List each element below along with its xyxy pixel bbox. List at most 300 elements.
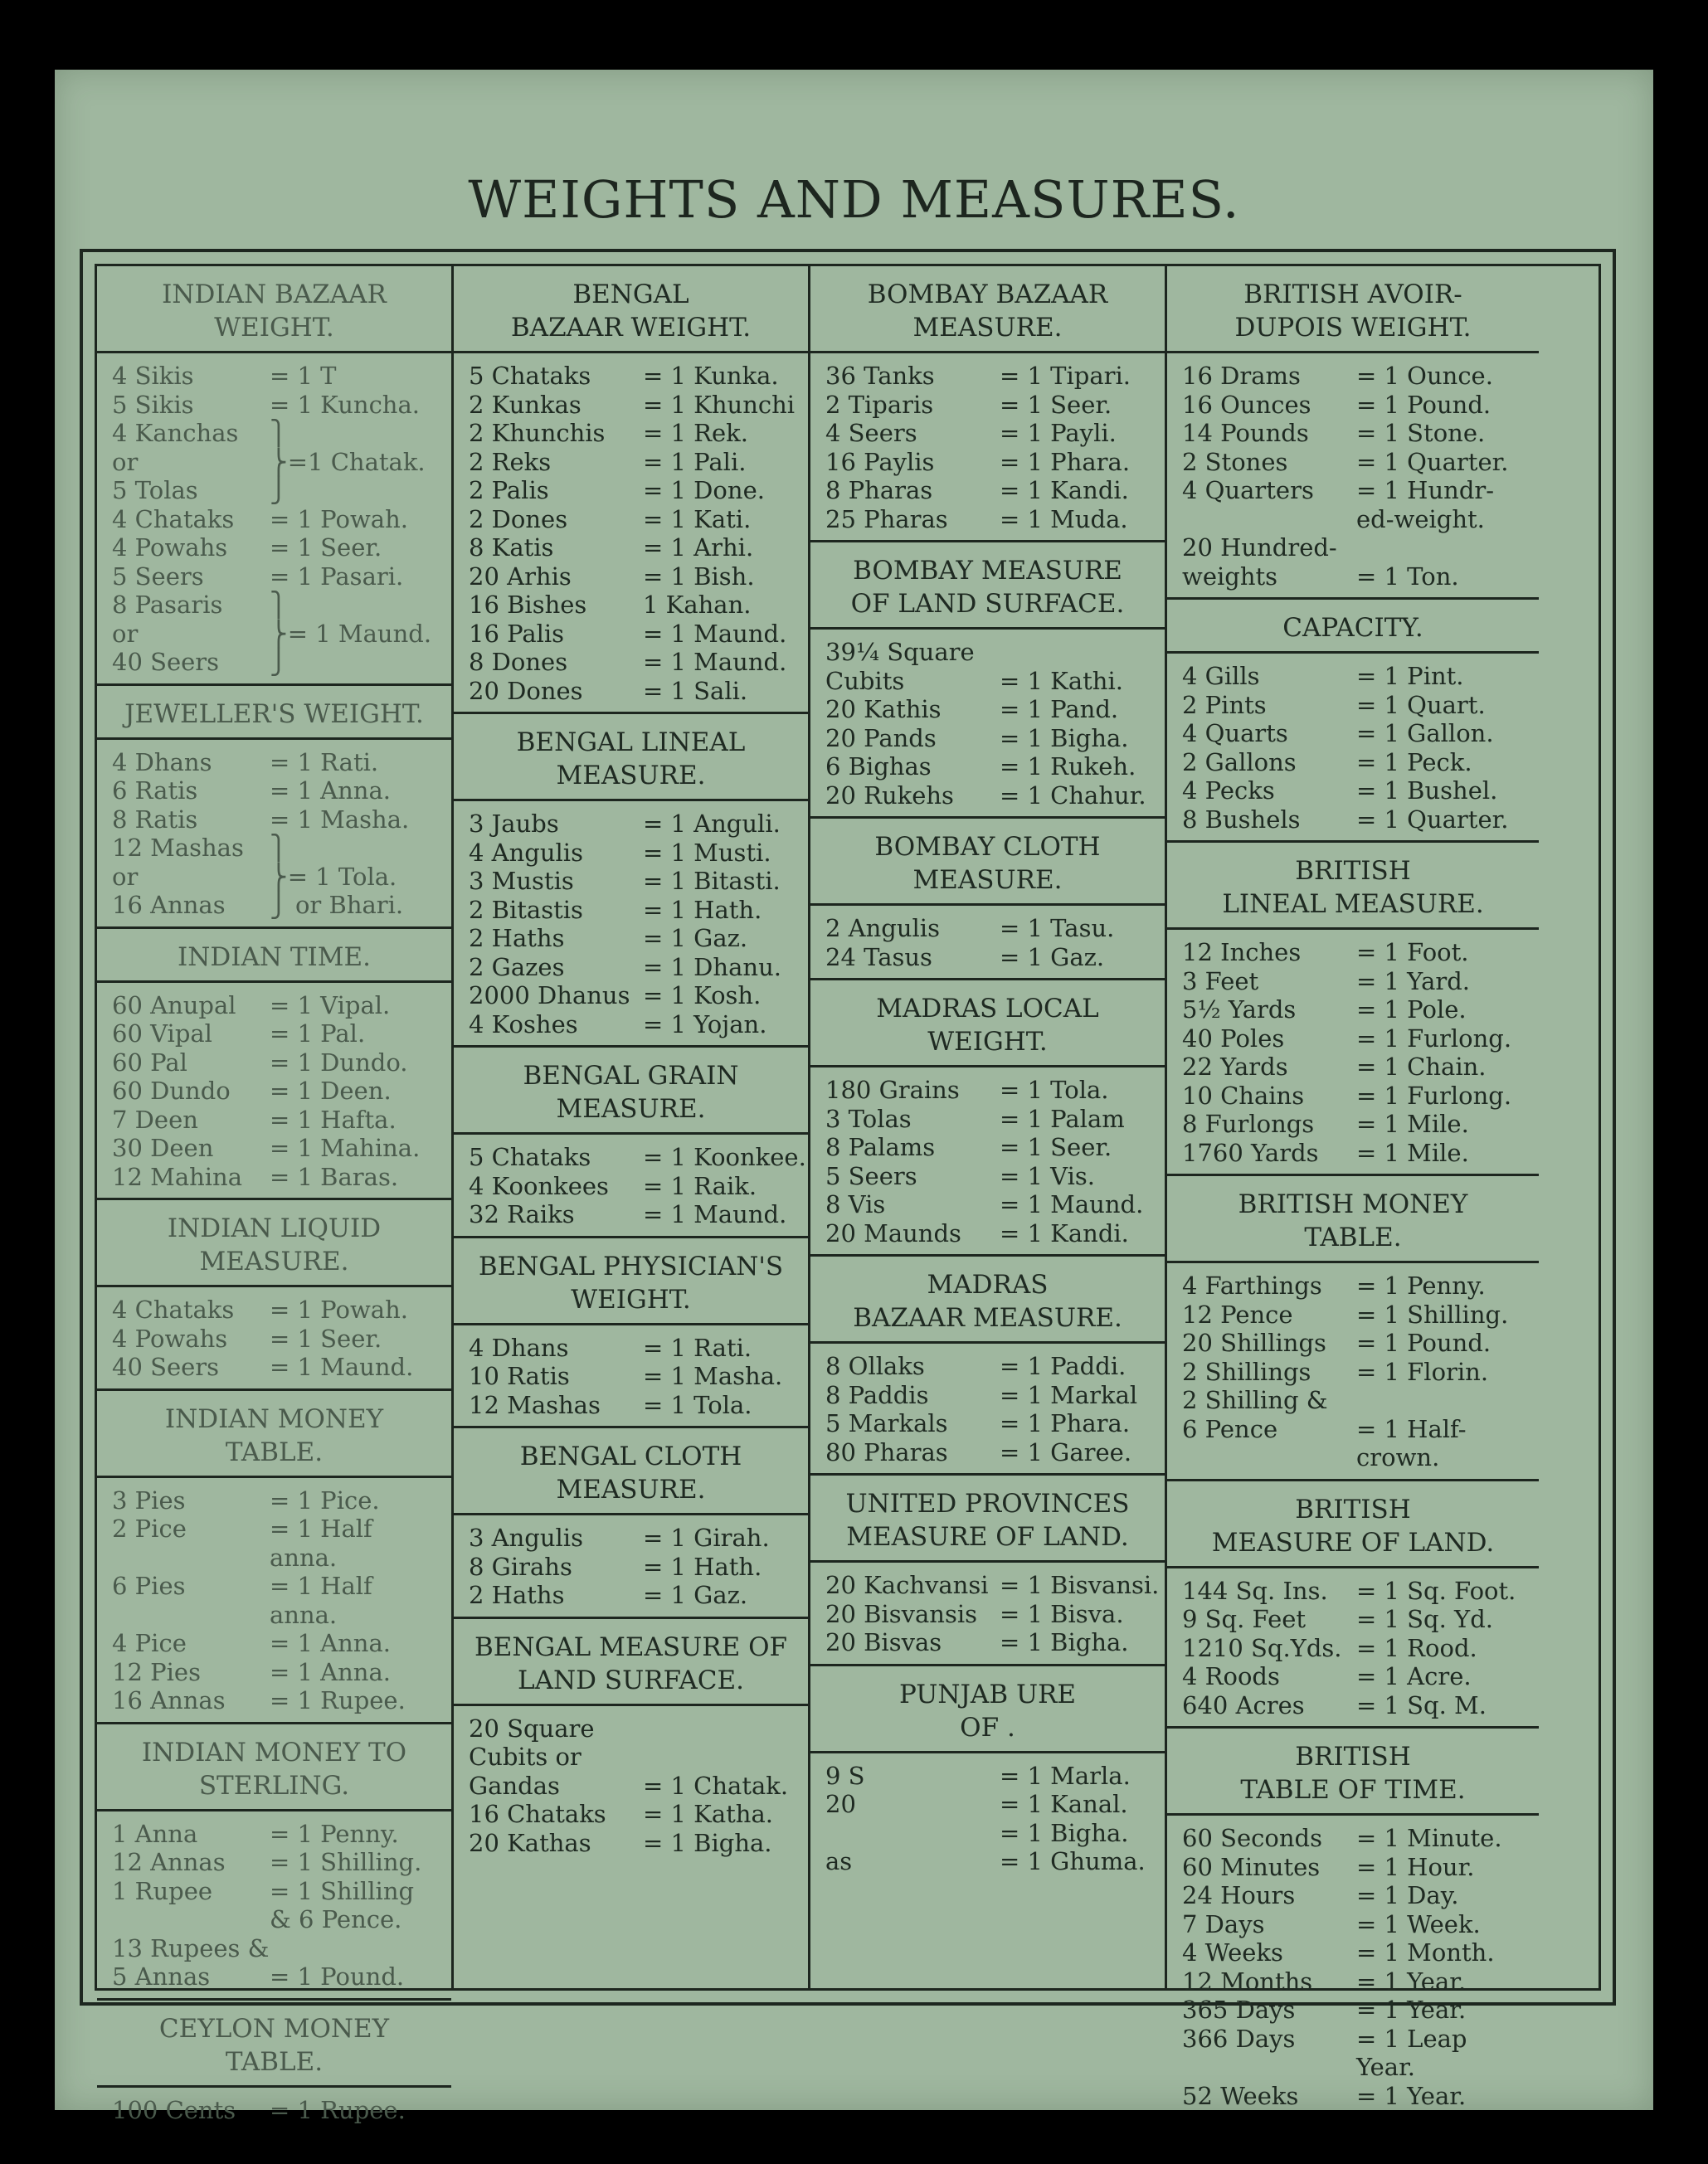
table-row	[825, 1219, 1156, 1248]
row-quantity: 60 Pal	[112, 1048, 187, 1077]
column-1	[97, 266, 454, 2124]
table-row	[112, 476, 443, 505]
table-section	[454, 712, 808, 1045]
row-equivalent: = 1 Maund.	[643, 619, 787, 648]
table-row	[112, 748, 443, 777]
row-equivalent: = 1 Muda.	[1000, 504, 1128, 533]
section-heading-line: BRITISH	[1295, 856, 1411, 886]
row-equivalent: = 1 Anna.	[270, 1657, 391, 1686]
row-equivalent: = 1 Kathi.	[1000, 666, 1123, 695]
table-row	[469, 533, 800, 562]
section-heading	[454, 1045, 808, 1135]
table-row	[112, 991, 443, 1020]
section-heading	[810, 1254, 1165, 1344]
row-quantity: 20 Kachvansi	[825, 1571, 989, 1599]
row-equivalent: = 1 Stone.	[1356, 419, 1486, 447]
row-equivalent: = 1 Florin.	[1356, 1357, 1489, 1386]
table-row	[825, 1571, 1160, 1600]
table-row	[1182, 748, 1530, 777]
row-quantity: 100 Cents	[112, 2095, 236, 2124]
row-equivalent: = 1 Gallon.	[1356, 719, 1494, 747]
row-equivalent: = 1 Kunka.	[643, 362, 779, 390]
table-row	[112, 505, 443, 534]
row-equivalent: ⎫	[270, 419, 288, 447]
row-quantity: 2 Kunkas	[469, 390, 581, 419]
section-heading-line: PUNJAB URE	[898, 1679, 1077, 1709]
page-title: WEIGHTS AND MEASURES.	[468, 169, 1240, 230]
table-row	[112, 1934, 443, 1963]
table-row	[1182, 995, 1530, 1024]
table-row	[112, 1515, 443, 1544]
table-row	[469, 1714, 800, 1743]
row-equivalent: = 1 Year.	[1356, 1967, 1467, 1996]
table-row	[1182, 419, 1530, 448]
row-quantity: 12 Mahina	[112, 1162, 243, 1191]
row-quantity: 2 Khunchis	[469, 419, 606, 447]
section-heading-line: BENGAL	[572, 280, 689, 309]
table-row	[469, 677, 800, 706]
section-heading-line: MEASURE.	[556, 1475, 706, 1505]
row-equivalent: = 1 Hour.	[1356, 1852, 1475, 1881]
table-row	[1182, 1415, 1530, 1444]
row-equivalent: = 1 Seer.	[1000, 1133, 1112, 1161]
row-equivalent: = 1 Pasari.	[270, 562, 404, 591]
row-equivalent: = 1 Anna.	[270, 1629, 391, 1657]
row-equivalent	[1000, 638, 1156, 667]
table-row	[825, 638, 1156, 667]
row-quantity: 365 Days	[1182, 1996, 1296, 2024]
table-row	[1182, 1358, 1530, 1387]
row-quantity: 39¼ Square	[825, 638, 975, 666]
section-heading-line: BRITISH MONEY	[1238, 1189, 1468, 1219]
table-row	[825, 724, 1156, 753]
row-equivalent: = 1 Deen.	[270, 1077, 392, 1105]
row-quantity: 2 Shillings	[1182, 1357, 1311, 1386]
table-row	[1182, 1605, 1530, 1634]
row-equivalent: = 1 Half	[270, 1515, 372, 1543]
row-quantity: 20 Hundred-	[1182, 533, 1337, 562]
column-3	[810, 266, 1167, 1988]
row-quantity: 3 Pies	[112, 1486, 186, 1515]
section-heading	[1167, 1479, 1539, 1568]
table-section	[97, 926, 451, 1199]
section-heading	[454, 1236, 808, 1325]
row-quantity: 8 Bushels	[1182, 805, 1301, 834]
table-section	[1167, 1479, 1539, 1727]
row-quantity: 4 Koonkees	[469, 1171, 609, 1200]
row-equivalent: = 1 Phara.	[1000, 447, 1131, 476]
section-heading-line: INDIAN TIME.	[178, 941, 371, 972]
row-equivalent	[1356, 533, 1530, 562]
table-row	[112, 805, 443, 834]
row-quantity: 4 Dhans	[112, 747, 212, 776]
row-quantity: 20 Maunds	[825, 1218, 961, 1247]
row-quantity: 16 Ounces	[1182, 390, 1311, 419]
row-quantity: 20 Arhis	[469, 562, 572, 591]
table-row	[112, 620, 443, 649]
row-quantity: 40 Seers	[112, 1353, 220, 1381]
table-row	[112, 1134, 443, 1163]
row-quantity: 4 Dhans	[469, 1333, 569, 1362]
table-row	[469, 1200, 800, 1229]
table-row	[1182, 1329, 1530, 1358]
table-row	[825, 781, 1156, 810]
row-quantity: 5 Tolas	[112, 476, 198, 504]
row-equivalent	[643, 1743, 800, 1772]
section-heading-line: BAZAAR WEIGHT.	[510, 313, 752, 343]
table-row	[469, 1553, 800, 1582]
row-equivalent: = 1 Pole.	[1356, 995, 1467, 1024]
table-row	[1182, 533, 1530, 562]
row-equivalent: = 1 Pound.	[1356, 390, 1491, 419]
row-quantity: 2 Gallons	[1182, 747, 1297, 776]
table-section	[97, 1198, 451, 1388]
section-heading-line: INDIAN MONEY	[164, 1403, 384, 1434]
row-quantity	[112, 1544, 270, 1573]
table-row	[825, 476, 1156, 505]
row-equivalent: = 1 Kandi.	[1000, 1218, 1129, 1247]
table-row	[1182, 776, 1530, 805]
row-equivalent: ⎭ or Bhari.	[270, 891, 404, 919]
row-quantity: 5 Annas	[112, 1962, 211, 1991]
row-equivalent: = 1 Palam	[1000, 1104, 1125, 1133]
table-row	[1182, 1938, 1530, 1967]
table-row	[112, 591, 443, 620]
table-row	[112, 448, 443, 477]
row-quantity: 20 Dones	[469, 676, 583, 705]
row-equivalent: = 1 Bigha.	[1000, 1818, 1129, 1847]
section-heading	[454, 1617, 808, 1706]
row-equivalent: = 1 Anguli.	[643, 810, 781, 838]
table-row	[469, 1829, 800, 1858]
section-rows	[97, 740, 451, 926]
section-heading	[454, 266, 808, 353]
section-heading-line: TABLE OF TIME.	[1240, 1775, 1466, 1805]
row-equivalent: = 1 Acre.	[1356, 1662, 1472, 1690]
row-quantity: 8 Girahs	[469, 1552, 572, 1581]
table-row	[1182, 1662, 1530, 1691]
row-equivalent: = 1 Half-	[1356, 1414, 1467, 1443]
section-heading	[810, 1664, 1165, 1753]
row-quantity: 10 Ratis	[469, 1362, 570, 1390]
row-quantity: 144 Sq. Ins.	[1182, 1576, 1328, 1605]
section-rows	[97, 1478, 451, 1722]
row-equivalent: & 6 Pence.	[270, 1905, 402, 1933]
row-equivalent: = 1 Markal	[1000, 1380, 1138, 1409]
table-row	[469, 1334, 800, 1363]
table-row	[469, 1362, 800, 1391]
row-quantity: 80 Pharas	[825, 1437, 948, 1466]
table-row	[1182, 1996, 1530, 2025]
table-row	[469, 1391, 800, 1420]
section-heading	[97, 1722, 451, 1811]
table-row	[825, 419, 1156, 448]
table-row	[112, 1325, 443, 1354]
table-section	[1167, 266, 1539, 597]
row-equivalent: = 1 Shilling.	[1356, 1300, 1509, 1329]
row-quantity: 2 Pice	[112, 1515, 187, 1543]
row-quantity: 366 Days	[1182, 2024, 1296, 2053]
row-quantity: 4 Koshes	[469, 1009, 578, 1038]
section-heading-line: TABLE.	[225, 1437, 324, 1467]
row-quantity: or	[112, 447, 139, 476]
row-quantity: 3 Angulis	[469, 1524, 583, 1552]
table-row	[112, 1019, 443, 1048]
row-equivalent: = 1 Tola.	[1000, 1076, 1109, 1104]
section-heading-line: TABLE.	[1304, 1223, 1402, 1252]
section-rows	[1167, 353, 1539, 597]
row-equivalent: = 1 Pand.	[1000, 695, 1119, 723]
row-equivalent: ⎫	[270, 591, 288, 619]
section-heading	[810, 266, 1165, 353]
row-quantity: 1 Anna	[112, 1819, 198, 1848]
row-equivalent: ⎬=1 Chatak.	[270, 447, 426, 476]
row-quantity: 8 Paddis	[825, 1380, 929, 1409]
row-equivalent: = 1 Hath.	[643, 1552, 762, 1581]
row-quantity: 20 Rukehs	[825, 780, 954, 810]
table-row	[1182, 1824, 1530, 1853]
section-heading-line: MEASURE.	[912, 865, 1063, 895]
row-quantity: 24 Hours	[1182, 1881, 1296, 1909]
row-equivalent: anna.	[270, 1600, 338, 1629]
row-equivalent: = 1 Maund.	[270, 1353, 414, 1381]
row-quantity: 5 Chataks	[469, 362, 591, 390]
row-equivalent: = 1 Phara.	[1000, 1409, 1131, 1437]
section-heading-line: BOMBAY CLOTH	[874, 832, 1101, 862]
row-quantity	[1182, 1443, 1356, 1472]
table-row	[825, 1409, 1156, 1438]
table-row	[469, 648, 800, 677]
row-quantity: 10 Chains	[1182, 1081, 1305, 1110]
table-row	[825, 1076, 1156, 1105]
row-equivalent: = 1 Year.	[1356, 1996, 1467, 2024]
table-row	[1182, 562, 1530, 591]
section-heading-line: MEASURE.	[912, 313, 1063, 343]
row-quantity: 20 Bisvansis	[825, 1599, 977, 1628]
row-quantity: 60 Dundo	[112, 1077, 231, 1105]
table-row	[112, 1106, 443, 1135]
row-quantity: 30 Deen	[112, 1134, 214, 1162]
row-equivalent: = 1 Vis.	[1000, 1161, 1095, 1190]
table-row	[1182, 476, 1530, 505]
table-row	[112, 1163, 443, 1192]
row-quantity: weights	[1182, 562, 1278, 591]
row-quantity: 4 Pecks	[1182, 776, 1275, 805]
row-equivalent: = 1 Dhanu.	[643, 952, 781, 981]
table-row	[825, 1105, 1156, 1134]
row-equivalent: = 1 Mile.	[1356, 1110, 1469, 1138]
row-equivalent: = 1 Year.	[1356, 2081, 1467, 2110]
row-equivalent: = 1 Sq. M.	[1356, 1690, 1487, 1719]
row-equivalent: = 1 Paddi.	[1000, 1352, 1127, 1380]
section-heading-line: INDIAN MONEY TO	[141, 1737, 407, 1768]
row-quantity: 8 Pasaris	[112, 591, 223, 619]
row-quantity: 5½ Yards	[1182, 995, 1297, 1024]
section-heading	[97, 1388, 451, 1478]
column-2	[454, 266, 810, 1988]
row-quantity: 2 Stones	[1182, 447, 1288, 476]
table-row	[1182, 1139, 1530, 1168]
row-equivalent: = 1 Payli.	[1000, 419, 1117, 447]
row-quantity: 9 S	[825, 1761, 865, 1790]
table-row	[1182, 391, 1530, 420]
table-row	[469, 839, 800, 868]
row-equivalent: = 1 Pal.	[270, 1019, 366, 1048]
section-heading	[97, 926, 451, 983]
row-quantity: Gandas	[469, 1771, 560, 1800]
table-row	[112, 1848, 443, 1877]
row-equivalent: = 1 Shilling.	[270, 1848, 422, 1876]
row-quantity: 8 Palams	[825, 1133, 936, 1161]
section-heading-line: BENGAL GRAIN	[523, 1061, 739, 1091]
table-row	[1182, 362, 1530, 391]
row-equivalent: = 1 Tipari.	[1000, 362, 1131, 390]
row-equivalent: = 1 Rati.	[643, 1333, 752, 1362]
row-quantity: 8 Ratis	[112, 805, 198, 834]
row-equivalent: = 1 Vipal.	[270, 990, 391, 1019]
table-row	[1182, 662, 1530, 691]
row-quantity: 20 Square	[469, 1714, 595, 1743]
row-equivalent: = 1 Maund.	[643, 648, 787, 676]
table-row	[825, 362, 1156, 391]
row-quantity: 16 Annas	[112, 1686, 226, 1714]
section-heading-line: LINEAL MEASURE.	[1222, 889, 1484, 919]
table-row	[469, 1010, 800, 1039]
table-section	[97, 1998, 451, 2132]
row-equivalent	[1356, 1386, 1530, 1415]
table-row	[112, 1629, 443, 1658]
section-heading	[1167, 597, 1539, 654]
row-quantity: 60 Minutes	[1182, 1852, 1321, 1881]
row-equivalent: ⎭	[270, 476, 288, 504]
row-quantity: 4 Roods	[1182, 1662, 1280, 1690]
table-row	[825, 1819, 1156, 1848]
row-quantity: 2 Tiparis	[825, 390, 934, 419]
row-equivalent: = 1 Bigha.	[1000, 723, 1129, 752]
section-rows	[810, 906, 1165, 978]
row-quantity: 4 Pice	[112, 1629, 187, 1657]
section-rows	[810, 1563, 1165, 1664]
row-quantity	[825, 1819, 1000, 1848]
section-heading-line: JEWELLER'S WEIGHT.	[124, 698, 424, 729]
row-equivalent: = 1 Ghuma.	[1000, 1847, 1146, 1875]
row-equivalent: = 1 Leap	[1356, 2024, 1467, 2053]
row-equivalent: ⎬= 1 Tola.	[270, 862, 397, 891]
row-quantity: 9 Sq. Feet	[1182, 1605, 1307, 1633]
row-equivalent: = 1 Maund.	[1000, 1190, 1144, 1218]
section-rows	[810, 1753, 1165, 1883]
row-equivalent: = 1 Quart.	[1356, 690, 1486, 719]
row-equivalent: = 1 Pound.	[270, 1962, 405, 1991]
row-quantity: 16 Chataks	[469, 1800, 606, 1828]
row-quantity: 7 Deen	[112, 1105, 198, 1134]
row-quantity: 60 Vipal	[112, 1019, 212, 1048]
table-section	[810, 266, 1165, 540]
section-heading	[1167, 266, 1539, 353]
table-row	[112, 1820, 443, 1849]
row-equivalent: ed-weight.	[1356, 504, 1485, 533]
table-row	[1182, 2053, 1530, 2082]
row-equivalent: = 1 Hundr-	[1356, 476, 1495, 504]
table-row	[825, 448, 1156, 477]
row-quantity: 7 Days	[1182, 1909, 1265, 1938]
section-heading-line: MADRAS	[927, 1270, 1049, 1300]
table-row	[112, 834, 443, 863]
table-row	[469, 1581, 800, 1610]
row-equivalent: = 1 Raik.	[643, 1171, 757, 1200]
table-row	[1182, 448, 1530, 477]
table-row	[112, 419, 443, 448]
table-row	[112, 863, 443, 892]
row-quantity: 1 Rupee	[112, 1876, 213, 1905]
table-row	[825, 391, 1156, 420]
table-row	[825, 1438, 1156, 1467]
row-quantity: 4 Angulis	[469, 838, 583, 867]
table-section	[810, 540, 1165, 816]
row-quantity: 12 Mashas	[469, 1390, 601, 1419]
section-heading-line: MEASURE.	[556, 761, 706, 790]
row-equivalent: = 1 Seer.	[270, 1324, 382, 1353]
row-equivalent: = 1 Rukeh.	[1000, 752, 1136, 780]
table-row	[1182, 1386, 1530, 1415]
table-section	[810, 1254, 1165, 1473]
table-row	[112, 1353, 443, 1382]
row-quantity: 13 Rupees &	[112, 1933, 270, 1962]
table-row	[112, 391, 443, 420]
table-row	[469, 362, 800, 391]
row-quantity: 1760 Yards	[1182, 1138, 1319, 1167]
row-quantity: 4 Seers	[825, 419, 917, 447]
row-equivalent: = 1 Gaz.	[643, 924, 748, 952]
table-row	[469, 981, 800, 1010]
section-heading-line: STERLING.	[198, 1770, 350, 1801]
table-row	[825, 1162, 1156, 1191]
row-equivalent: = 1 Sali.	[643, 676, 748, 705]
row-quantity: 20 Pands	[825, 723, 937, 752]
table-row	[825, 1790, 1156, 1819]
section-rows	[97, 1287, 451, 1388]
row-equivalent: = 1 Hafta.	[270, 1105, 397, 1134]
section-rows	[454, 353, 808, 712]
row-equivalent: = 1 Chatak.	[643, 1771, 789, 1800]
table-row	[469, 620, 800, 649]
table-row	[1182, 1082, 1530, 1111]
section-heading	[810, 978, 1165, 1067]
table-section	[97, 1722, 451, 1998]
row-quantity: as	[825, 1847, 853, 1875]
section-heading	[97, 266, 451, 353]
row-equivalent: = 1 Bisvansi.	[1000, 1571, 1160, 1599]
row-equivalent: = 1 Rupee.	[270, 2095, 406, 2124]
row-quantity: 2 Pints	[1182, 690, 1267, 719]
section-heading-line: BENGAL CLOTH	[519, 1442, 742, 1471]
section-rows	[1167, 1263, 1539, 1479]
row-quantity: 4 Weeks	[1182, 1938, 1283, 1967]
section-heading-line: BRITISH	[1295, 1494, 1411, 1525]
table-row	[825, 1381, 1156, 1410]
row-equivalent: = 1 Maund.	[643, 1200, 787, 1228]
row-quantity: 2 Palis	[469, 476, 549, 504]
row-quantity: 2 Haths	[469, 1581, 565, 1609]
table-row	[1182, 1024, 1530, 1053]
row-quantity: 4 Sikis	[112, 362, 194, 390]
table-row	[1182, 1881, 1530, 1910]
table-row	[112, 362, 443, 391]
table-row	[112, 648, 443, 677]
section-heading	[810, 540, 1165, 630]
row-equivalent: = 1 Hath.	[643, 895, 762, 924]
table-section	[454, 1045, 808, 1236]
